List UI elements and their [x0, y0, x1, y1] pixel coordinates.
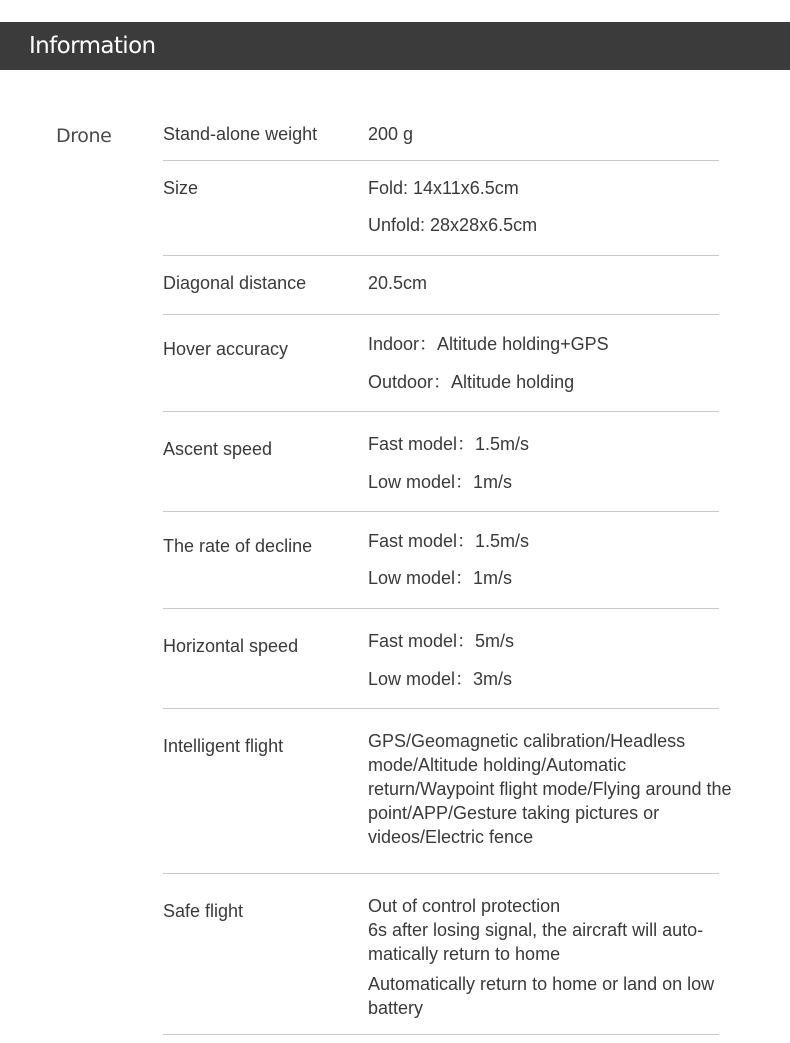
spec-label: Intelligent flight [163, 736, 284, 756]
spec-value: Out of control protection [368, 896, 561, 916]
spec-value: GPS/Geomagnetic calibration/Headless mode/Altitude holding/Automatic return/Waypoint flight mode/Flying around the point/APP/Gesture taking pictures or videos/Electric fence [368, 731, 732, 847]
row-divider [163, 1034, 719, 1035]
row-divider [163, 708, 719, 709]
row-divider [163, 873, 719, 874]
spec-value: Fast model：1.5m/s [368, 434, 530, 454]
header-banner [0, 22, 790, 70]
spec-label: Ascent speed [163, 439, 273, 459]
row-divider [163, 160, 719, 161]
spec-value: Outdoor：Altitude holding [368, 372, 575, 392]
spec-label: Diagonal distance [163, 273, 307, 293]
spec-label: Horizontal speed [163, 636, 299, 656]
page-title: Information [29, 33, 156, 59]
spec-value: Fold: 14x11x6.5cm [368, 178, 519, 198]
spec-label: Stand-alone weight [163, 124, 318, 144]
row-divider [163, 314, 719, 315]
spec-value: 6s after losing signal, the aircraft will auto-matically return to home [368, 920, 704, 964]
section-label-drone: Drone [56, 125, 112, 147]
spec-label: Hover accuracy [163, 339, 289, 359]
spec-value: 200 g [368, 124, 414, 144]
row-divider [163, 411, 719, 412]
spec-value: Fast model：5m/s [368, 631, 515, 651]
spec-value: Low model：1m/s [368, 472, 513, 492]
spec-value: Fast model：1.5m/s [368, 531, 530, 551]
spec-value: Unfold: 28x28x6.5cm [368, 215, 538, 235]
row-divider [163, 255, 719, 256]
spec-value: Low model：1m/s [368, 568, 513, 588]
spec-label: Safe flight [163, 901, 244, 921]
row-divider [163, 511, 719, 512]
row-divider [163, 608, 719, 609]
spec-value: Automatically return to home or land on low battery [368, 974, 715, 1018]
spec-label: Size [163, 178, 199, 198]
spec-value: Indoor：Altitude holding+GPS [368, 334, 609, 354]
spec-label: The rate of decline [163, 536, 313, 556]
spec-value: Low model：3m/s [368, 669, 513, 689]
spec-value: 20.5cm [368, 273, 428, 293]
